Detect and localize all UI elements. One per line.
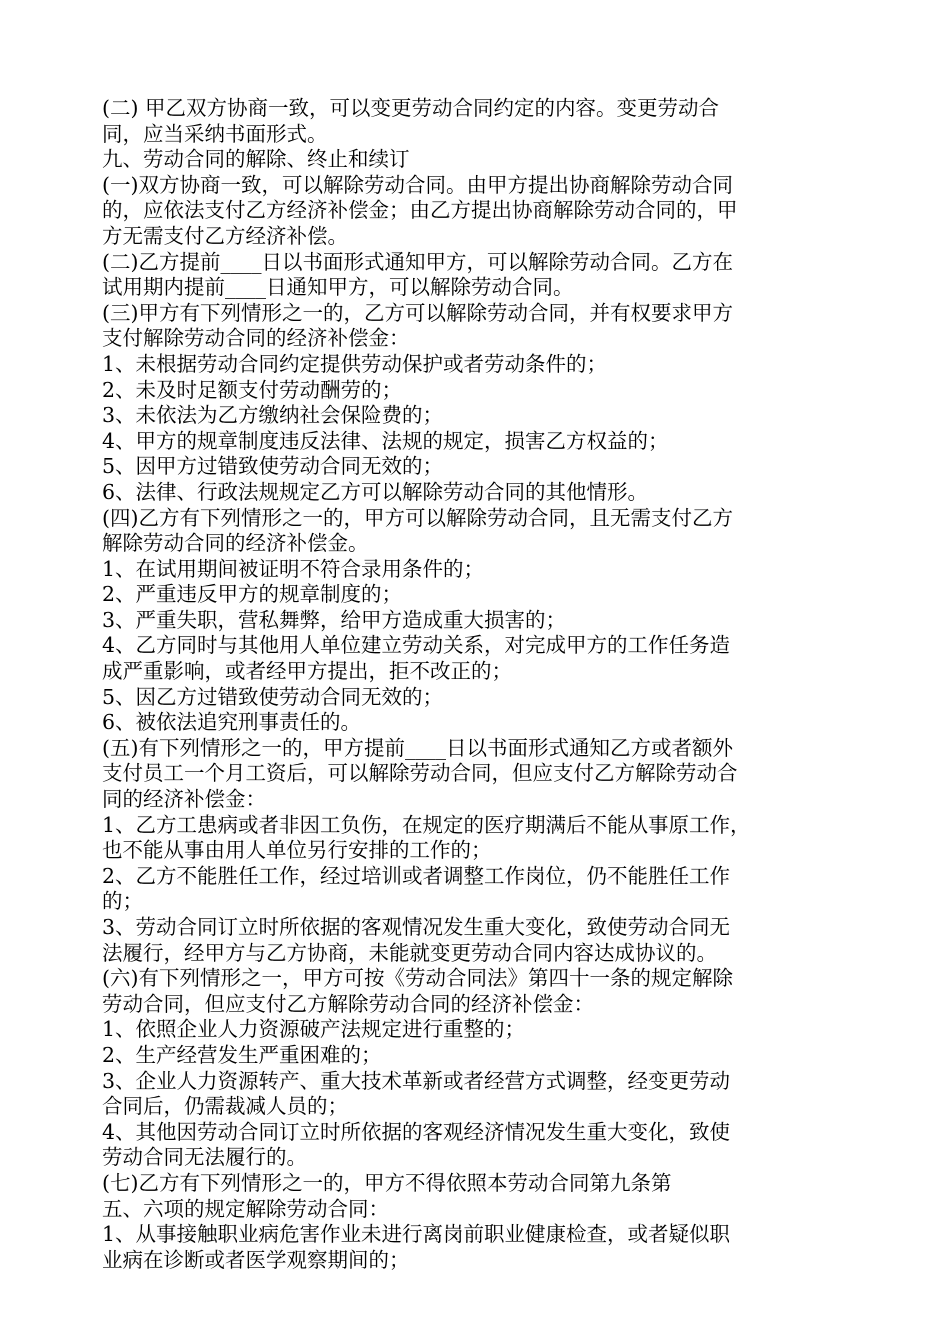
text-line: 成严重影响，或者经甲方提出，拒不改正的； [102,659,512,684]
text-line: 试用期内提前____日通知甲方，可以解除劳动合同。 [102,275,574,300]
list-item: 3、企业人力资源转产、重大技术革新或者经营方式调整，经变更劳动 [102,1068,731,1093]
list-item: 4、甲方的规章制度违反法律、法规的规定，损害乙方权益的； [102,428,669,453]
text-line: 解除劳动合同的经济补偿金。 [102,531,369,556]
text-line: (六)有下列情形之一，甲方可按《劳动合同法》第四十一条的规定解除 [102,966,733,991]
text-line: 劳动合同，但应支付乙方解除劳动合同的经济补偿金： [102,991,594,1016]
text-line: 五、六项的规定解除劳动合同： [102,1196,389,1221]
list-item: 3、劳动合同订立时所依据的客观情况发生重大变化，致使劳动合同无 [102,915,731,939]
list-item: 2、生产经营发生严重困难的； [102,1042,382,1067]
list-item: 4、其他因劳动合同订立时所依据的客观经济情况发生重大变化，致使 [102,1119,731,1144]
text-line: (五)有下列情形之一的，甲方提前____日以书面形式通知乙方或者额外 [102,735,733,760]
list-item: 6、法律、行政法规规定乙方可以解除劳动合同的其他情形。 [102,479,649,504]
text-line: (二) 甲乙双方协商一致，可以变更劳动合同约定的内容。变更劳动合 [102,96,720,120]
text-line: (三)甲方有下列情形之一的，乙方可以解除劳动合同，并有权要求甲方 [102,300,733,325]
list-item: 2、严重违反甲方的规章制度的； [102,582,403,607]
text-line: 也不能从事由用人单位另行安排的工作的； [102,838,492,863]
text-line: 支付员工一个月工资后，可以解除劳动合同，但应支付乙方解除劳动合 [102,761,738,786]
list-item: 1、从事接触职业病危害作业未进行离岗前职业健康检查，或者疑似职 [102,1222,731,1247]
list-item: 1、未根据劳动合同约定提供劳动保护或者劳动条件的； [102,351,608,376]
text-line: 同，应当采纳书面形式。 [102,121,328,146]
text-line: (四)乙方有下列情形之一的，甲方可以解除劳动合同，且无需支付乙方 [102,505,733,530]
list-item: 2、未及时足额支付劳动酬劳的； [102,377,403,402]
text-line: 同的经济补偿金： [102,787,266,812]
list-item: 1、在试用期间被证明不符合录用条件的； [102,556,485,581]
section-heading: 九、劳动合同的解除、终止和续订 [102,147,410,172]
list-item: 1、依照企业人力资源破产法规定进行重整的； [102,1017,526,1042]
text-line: 业病在诊断或者医学观察期间的； [102,1247,410,1272]
text-line: (二)乙方提前____日以书面形式通知甲方，可以解除劳动合同。乙方在 [102,249,733,274]
list-item: 2、乙方不能胜任工作，经过培训或者调整工作岗位，仍不能胜任工作 [102,863,731,888]
text-line: (七)乙方有下列情形之一的，甲方不得依照本劳动合同第九条第 [102,1170,672,1195]
text-line: 的，应依法支付乙方经济补偿金；由乙方提出协商解除劳动合同的，甲 [102,198,738,223]
text-line: (一)双方协商一致，可以解除劳动合同。由甲方提出协商解除劳动合同 [102,172,733,197]
list-item: 3、严重失职，营私舞弊，给甲方造成重大损害的； [102,607,567,632]
text-line: 的； [102,889,143,914]
list-item: 4、乙方同时与其他用人单位建立劳动关系，对完成甲方的工作任务造 [102,633,731,658]
document-page [102,96,862,1273]
list-item: 6、被依法追究刑事责任的。 [102,710,362,735]
list-item: 3、未依法为乙方缴纳社会保险费的； [102,403,444,428]
list-item: 5、因乙方过错致使劳动合同无效的； [102,684,444,709]
text-line: 法履行，经甲方与乙方协商，未能就变更劳动合同内容达成协议的。 [102,940,717,965]
list-item: 1、乙方工患病或者非因工负伤，在规定的医疗期满后不能从事原工作， [102,812,751,837]
text-line: 支付解除劳动合同的经济补偿金： [102,326,410,351]
text-line: 劳动合同无法履行的。 [102,1145,307,1170]
text-line: 合同后，仍需裁减人员的； [102,1094,348,1119]
list-item: 5、因甲方过错致使劳动合同无效的； [102,454,444,479]
text-line: 方无需支付乙方经济补偿。 [102,223,348,248]
